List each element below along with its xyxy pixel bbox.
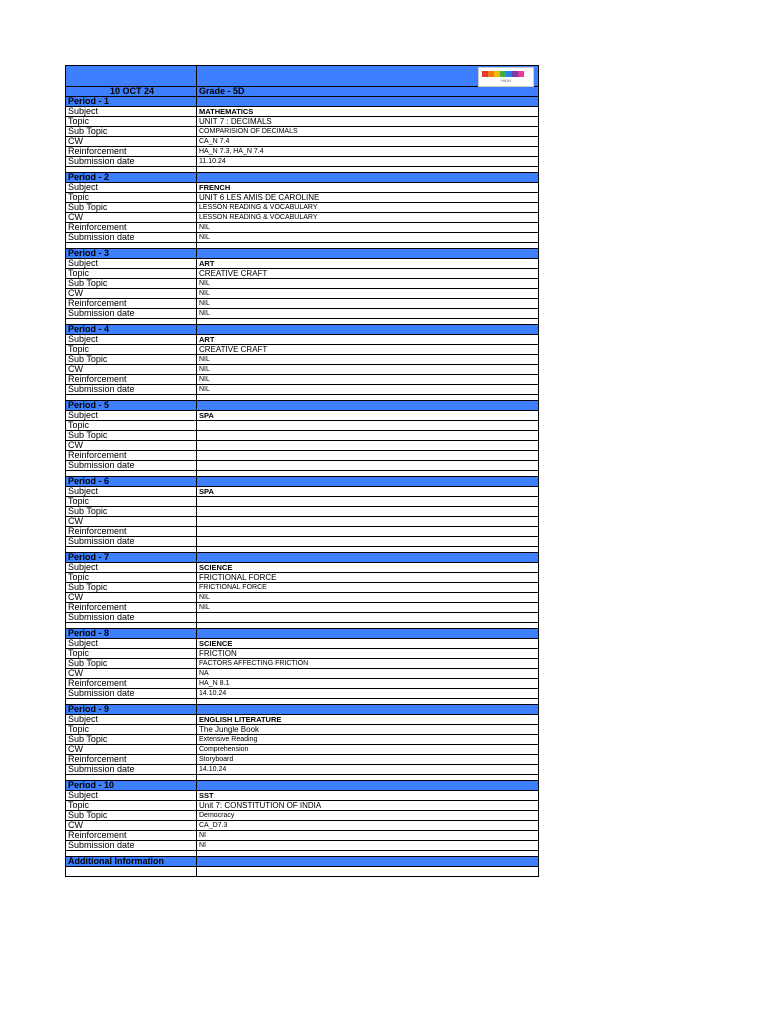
period-header-blank [197,477,538,486]
field-label: Sub Topic [66,355,197,364]
field-value: CA_N 7.4 [199,138,230,145]
period-field-row-cw [66,517,538,527]
spacer-left [66,547,197,552]
period-title: Period - 4 [66,325,197,334]
field-label: Submission date [66,309,197,318]
period-field-row-sub-topic [66,583,538,593]
period-header-blank [197,249,538,258]
grade-cell: Grade - 5D [199,87,245,96]
period-header-row [66,553,538,563]
field-value: NIL [199,386,210,393]
field-value: COMPARISION OF DECIMALS [199,128,298,135]
field-value: NI [199,832,206,839]
spacer-right [197,623,538,628]
field-value: SST [199,791,214,800]
period-field-row-reinforcement [66,527,538,537]
field-value: FACTORS AFFECTING FRICTION [199,660,309,667]
period-field-row-cw [66,441,538,451]
field-value: 14.10.24 [199,766,227,773]
field-value: ENGLISH LITERATURE [199,715,282,724]
period-field-row-subject [66,563,538,573]
field-label: Sub Topic [66,127,197,136]
field-value: SPA [199,411,214,420]
period-field-row-sub-topic [66,659,538,669]
field-value: NA [199,670,209,677]
field-label: CW [66,593,197,602]
period-field-row-reinforcement [66,679,538,689]
field-label: Reinforcement [66,831,197,840]
period-field-row-submission [66,765,538,775]
field-label: Topic [66,421,197,430]
field-label: Topic [66,725,197,734]
field-value: FRENCH [199,183,231,192]
field-value: HA_N 8.1 [199,680,230,687]
period-field-row-reinforcement [66,375,538,385]
field-label: Topic [66,269,197,278]
period-field-row-topic [66,497,538,507]
field-label: Sub Topic [66,279,197,288]
field-value: NIL [199,290,210,297]
period-field-row-subject [66,791,538,801]
period-field-row-subject [66,335,538,345]
field-label: Submission date [66,385,197,394]
field-value [197,431,538,440]
top-banner-left [66,66,197,86]
field-value: NIL [199,594,210,601]
period-field-row-sub-topic [66,735,538,745]
field-label: Reinforcement [66,451,197,460]
period-field-row-reinforcement [66,451,538,461]
period-header-row [66,401,538,411]
field-label: Reinforcement [66,603,197,612]
period-field-row-submission [66,309,538,319]
period-header-row [66,705,538,715]
field-label: CW [66,137,197,146]
field-value: HA_N 7.3, HA_N 7.4 [199,148,264,155]
period-field-row-subject [66,487,538,497]
field-value [197,537,538,546]
field-label: Reinforcement [66,147,197,156]
period-title: Period - 1 [66,97,197,106]
field-value: CREATIVE CRAFT [199,269,268,278]
spacer-left [66,167,197,172]
period-field-row-sub-topic [66,203,538,213]
period-field-row-sub-topic [66,811,538,821]
field-value: MATHEMATICS [199,107,254,116]
field-label: Topic [66,801,197,810]
period-field-row-subject [66,107,538,117]
field-label: Submission date [66,537,197,546]
field-label: Sub Topic [66,203,197,212]
field-value [197,461,538,470]
field-label: Reinforcement [66,755,197,764]
period-field-row-sub-topic [66,507,538,517]
field-value [197,613,538,622]
field-value: 11.10.24 [199,158,226,165]
school-logo [478,67,534,87]
field-label: Sub Topic [66,431,197,440]
field-label: Reinforcement [66,679,197,688]
period-header-row [66,97,538,107]
field-label: Reinforcement [66,527,197,536]
period-field-row-subject [66,639,538,649]
logo-color-bar [482,71,524,77]
field-label: Topic [66,117,197,126]
field-value: FRICTIONAL FORCE [199,584,267,591]
period-title: Period - 5 [66,401,197,410]
period-header-blank [197,401,538,410]
period-field-row-topic [66,193,538,203]
period-header-blank [197,97,538,106]
logo-subtext: HIGH [501,78,511,83]
spacer-right [197,851,538,856]
period-field-row-submission [66,537,538,547]
field-value: SPA [199,487,214,496]
field-value [197,527,538,536]
period-header-row [66,781,538,791]
field-value: SCIENCE [199,639,233,648]
period-field-row-topic [66,649,538,659]
field-label: Reinforcement [66,375,197,384]
spacer-right [197,167,538,172]
field-value: FRICTION [199,649,237,658]
period-field-row-subject [66,259,538,269]
spacer-left [66,395,197,400]
period-header-row [66,325,538,335]
spacer-right [197,243,538,248]
field-label: CW [66,289,197,298]
field-label: Subject [66,715,197,724]
field-value: NIL [199,310,210,317]
field-value: Unit 7: CONSTITUTION OF INDIA [199,801,322,810]
spacer-left [66,243,197,248]
field-label: Sub Topic [66,735,197,744]
field-value: LESSON READING & VOCABULARY [199,214,318,221]
spacer-right [197,699,538,704]
period-header-blank [197,553,538,562]
field-label: Submission date [66,689,197,698]
period-field-row-topic [66,573,538,583]
period-field-row-sub-topic [66,431,538,441]
period-field-row-submission [66,233,538,243]
additional-info-blank [197,857,538,866]
field-label: Sub Topic [66,507,197,516]
field-label: Submission date [66,233,197,242]
period-title: Period - 6 [66,477,197,486]
period-header-row [66,477,538,487]
field-value: ART [199,335,215,344]
field-label: Submission date [66,841,197,850]
period-header-blank [197,705,538,714]
additional-info-row [66,857,538,867]
period-field-row-topic [66,117,538,127]
field-value [197,497,538,506]
period-title: Period - 9 [66,705,197,714]
logo-color-block [518,71,524,77]
field-value: NIL [199,280,210,287]
spacer-right [197,395,538,400]
field-label: Subject [66,563,197,572]
field-label: Reinforcement [66,299,197,308]
period-header-row [66,173,538,183]
spacer-right [197,547,538,552]
period-field-row-cw [66,137,538,147]
field-label: Submission date [66,157,197,166]
additional-info-value-row [66,867,538,877]
field-label: Topic [66,573,197,582]
period-field-row-subject [66,411,538,421]
field-label: Subject [66,487,197,496]
field-value [197,507,538,516]
spacer-left [66,471,197,476]
period-field-row-cw [66,593,538,603]
period-field-row-submission [66,157,538,167]
period-field-row-cw [66,669,538,679]
field-label: CW [66,441,197,450]
field-label: Sub Topic [66,811,197,820]
field-label: Topic [66,649,197,658]
field-value: LESSON READING & VOCABULARY [199,204,318,211]
field-label: Topic [66,193,197,202]
period-field-row-submission [66,689,538,699]
spacer-right [197,471,538,476]
period-field-row-subject [66,183,538,193]
field-value: UNIT 6 LES AMIS DE CAROLINE [199,193,320,202]
field-value: CA_D7.3 [199,822,228,829]
top-banner-row [66,65,538,87]
field-label: Sub Topic [66,583,197,592]
period-header-blank [197,781,538,790]
field-value: UNIT 7 : DECIMALS [199,117,272,126]
field-value: NIL [199,604,210,611]
period-header-row [66,249,538,259]
period-field-row-topic [66,421,538,431]
field-label: Topic [66,497,197,506]
period-field-row-reinforcement [66,603,538,613]
field-label: Subject [66,107,197,116]
period-field-row-submission [66,385,538,395]
field-value: 14.10.24 [199,690,227,697]
field-label: Sub Topic [66,659,197,668]
period-field-row-reinforcement [66,755,538,765]
field-value: Storyboard [199,756,234,763]
date-cell: 10 OCT 24 [66,87,197,96]
period-field-row-subject [66,715,538,725]
field-label: Reinforcement [66,223,197,232]
period-title: Period - 3 [66,249,197,258]
period-field-row-topic [66,269,538,279]
field-label: Subject [66,183,197,192]
field-label: CW [66,821,197,830]
period-field-row-topic [66,725,538,735]
field-label: CW [66,745,197,754]
period-header-blank [197,629,538,638]
field-label: CW [66,669,197,678]
field-label: Submission date [66,613,197,622]
field-value [197,421,538,430]
field-value [197,441,538,450]
period-field-row-submission [66,461,538,471]
period-field-row-cw [66,213,538,223]
period-title: Period - 7 [66,553,197,562]
field-value: SCIENCE [199,563,233,572]
field-value: Democracy [199,812,235,819]
period-header-blank [197,173,538,182]
field-value: ART [199,259,215,268]
field-value: Comprehension [199,746,249,753]
period-field-row-reinforcement [66,299,538,309]
spacer-left [66,623,197,628]
field-value: NIL [199,234,210,241]
period-header-blank [197,325,538,334]
field-value: NIL [199,366,210,373]
period-field-row-submission [66,841,538,851]
additional-info-label: Additional Information [66,857,197,866]
period-field-row-topic [66,801,538,811]
period-field-row-cw [66,289,538,299]
period-field-row-sub-topic [66,355,538,365]
field-label: Subject [66,639,197,648]
field-value: The Jungle Book [199,725,260,734]
spacer-right [197,775,538,780]
period-field-row-cw [66,365,538,375]
period-field-row-reinforcement [66,831,538,841]
period-title: Period - 8 [66,629,197,638]
field-label: CW [66,517,197,526]
spacer-left [66,851,197,856]
periods-container [66,97,538,857]
field-value: NI [199,842,206,849]
field-label: Subject [66,335,197,344]
field-label: Subject [66,411,197,420]
spacer-left [66,699,197,704]
field-label: Topic [66,345,197,354]
field-label: CW [66,365,197,374]
period-header-row [66,629,538,639]
period-field-row-topic [66,345,538,355]
spacer-left [66,775,197,780]
spacer-left [66,319,197,324]
period-field-row-sub-topic [66,279,538,289]
additional-info-value-right [197,867,538,876]
period-field-row-reinforcement [66,147,538,157]
additional-info-value-left [66,867,197,876]
field-value: NIL [199,376,210,383]
field-value: NIL [199,224,210,231]
field-label: Submission date [66,765,197,774]
field-value [197,451,538,460]
homework-sheet [65,65,539,877]
field-value: Extensive Reading [199,736,258,743]
field-value: NIL [199,356,210,363]
period-field-row-cw [66,821,538,831]
date-grade-row [66,87,538,97]
field-value: NIL [199,300,210,307]
field-label: CW [66,213,197,222]
period-title: Period - 2 [66,173,197,182]
field-value: CREATIVE CRAFT [199,345,268,354]
period-field-row-cw [66,745,538,755]
field-label: Submission date [66,461,197,470]
period-title: Period - 10 [66,781,197,790]
field-label: Subject [66,791,197,800]
period-field-row-sub-topic [66,127,538,137]
spacer-right [197,319,538,324]
field-value [197,517,538,526]
period-field-row-reinforcement [66,223,538,233]
period-field-row-submission [66,613,538,623]
field-value: FRICTIONAL FORCE [199,573,277,582]
field-label: Subject [66,259,197,268]
